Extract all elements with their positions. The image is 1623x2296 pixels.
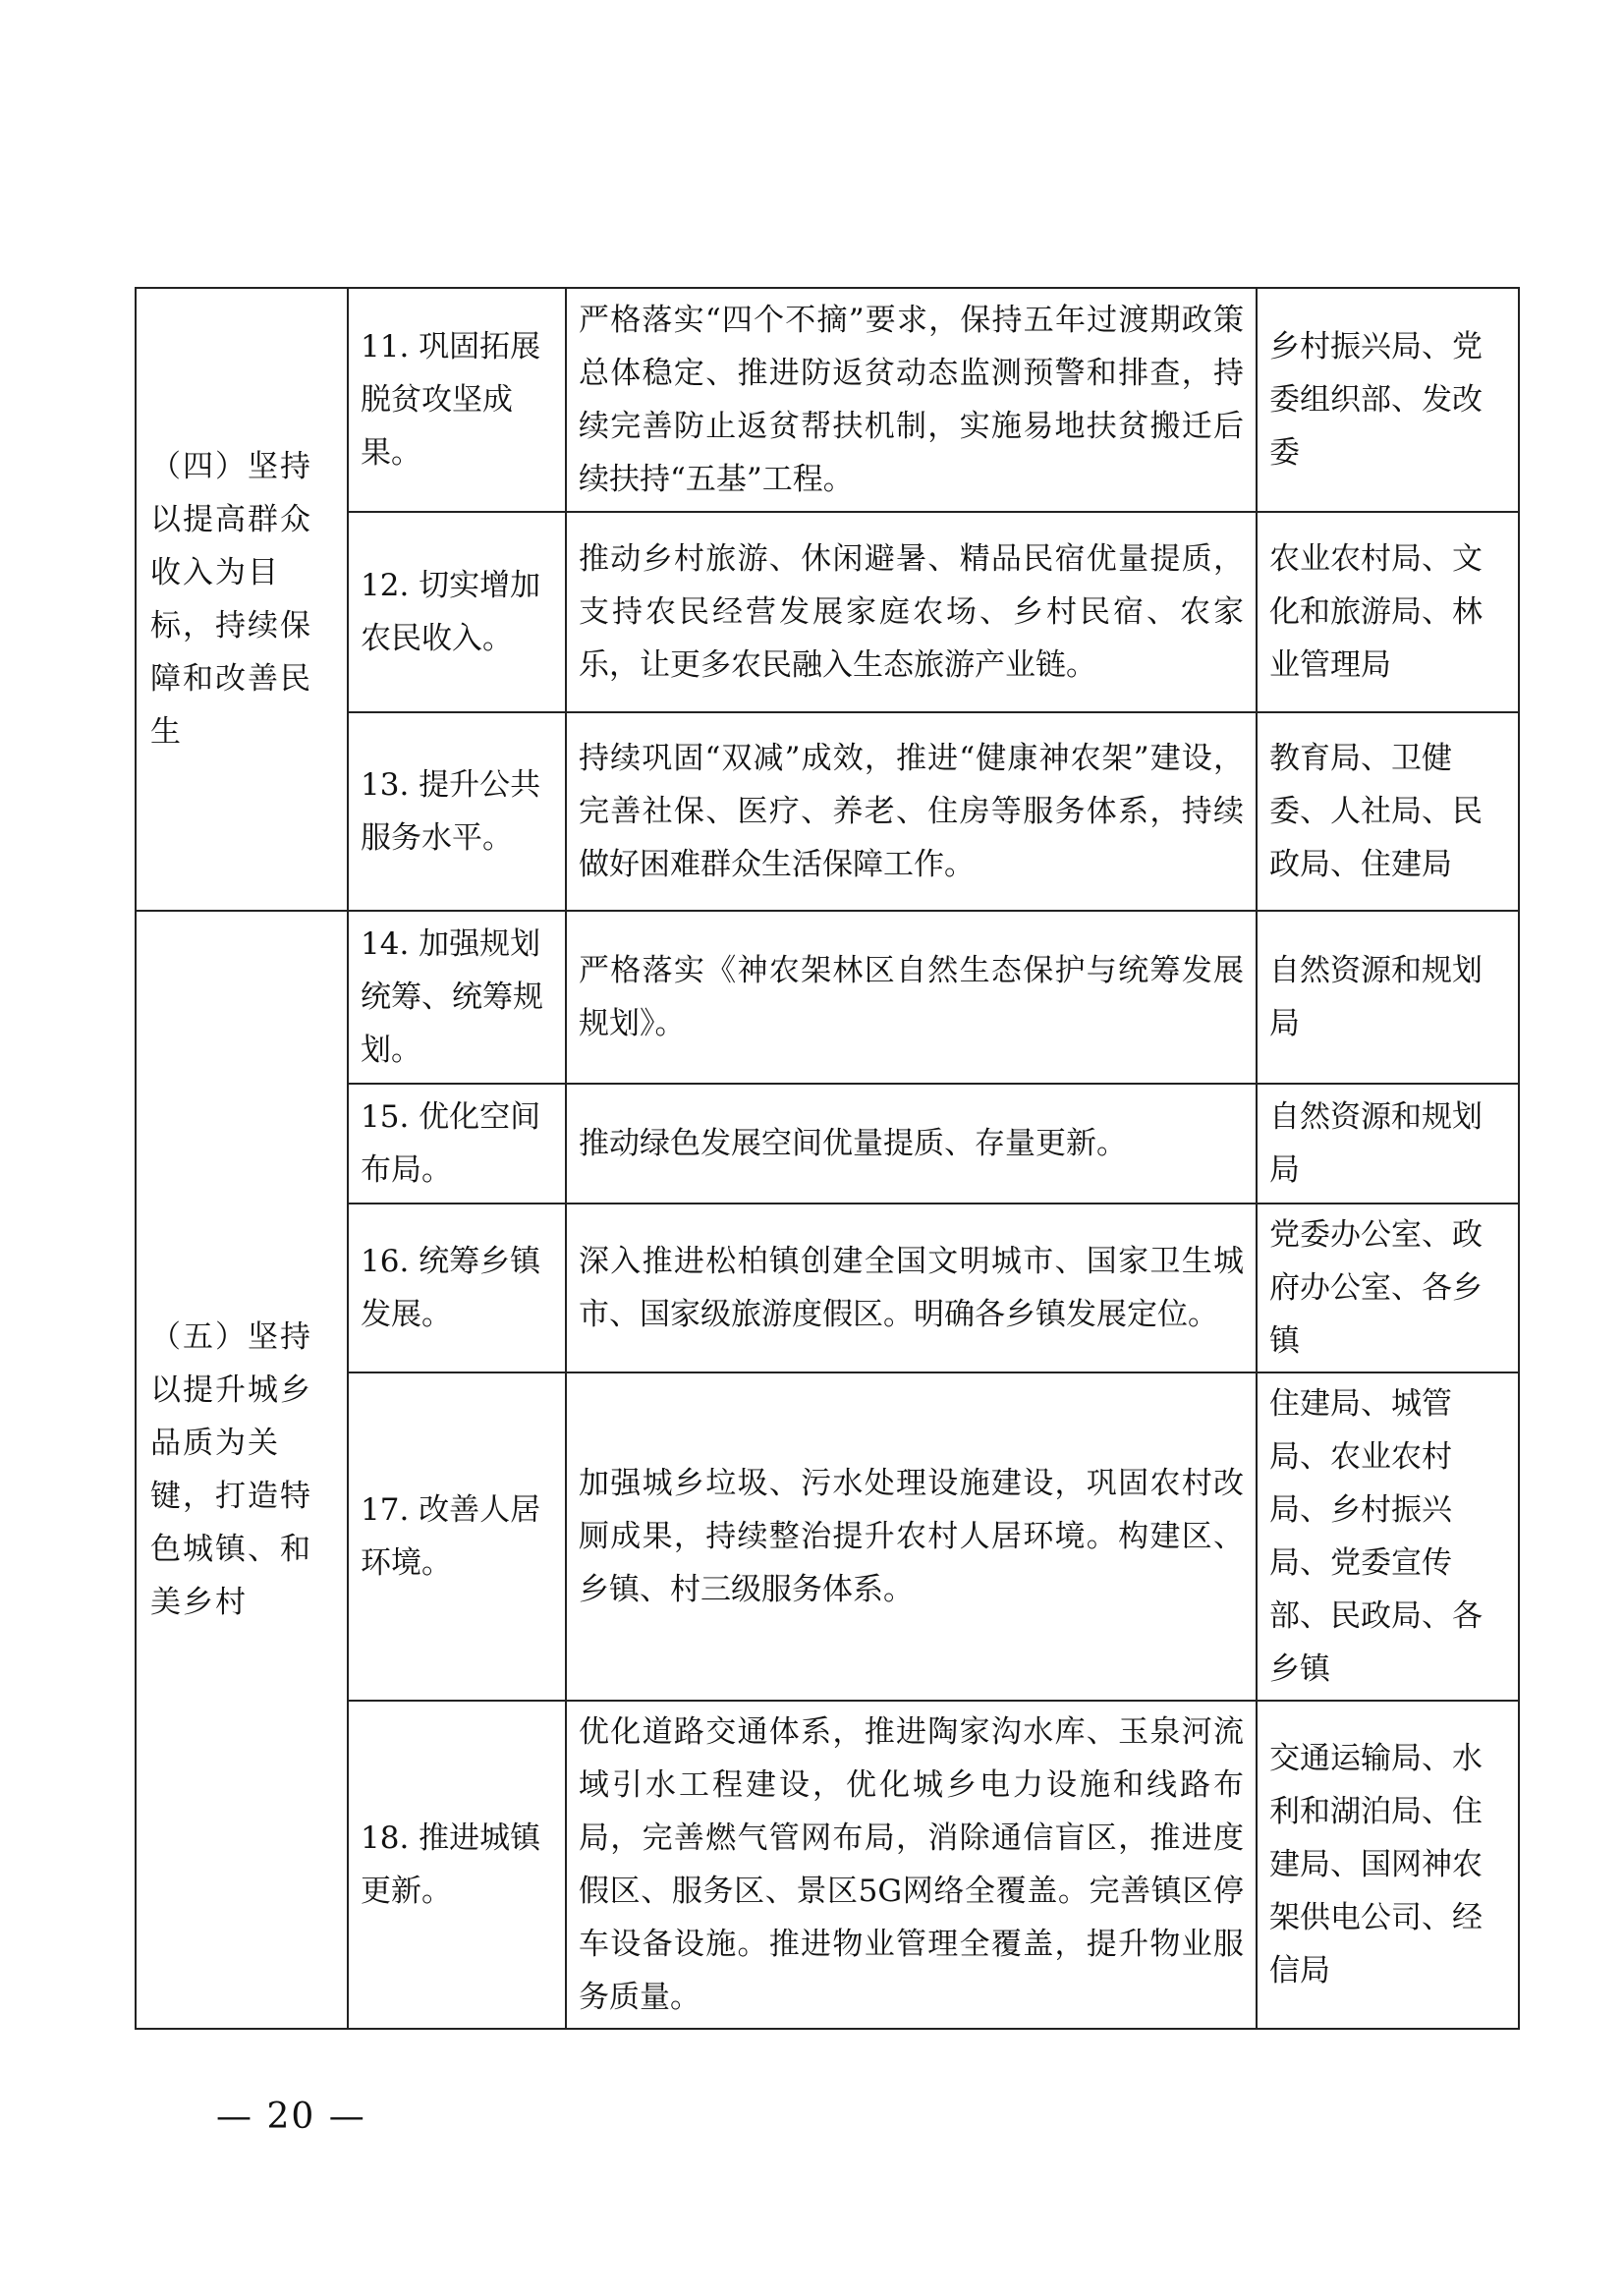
goal-cell: （五）坚持以提升城乡品质为关键，打造特色城镇、和美乡村 [136, 911, 348, 2029]
task-cell: 16. 统筹乡镇发展。 [348, 1204, 566, 1372]
department-cell: 住建局、城管局、农业农村局、乡村振兴局、党委宣传部、民政局、各乡镇 [1257, 1372, 1519, 1701]
task-cell: 15. 优化空间布局。 [348, 1084, 566, 1204]
measure-cell: 加强城乡垃圾、污水处理设施建设，巩固农村改厕成果，持续整治提升农村人居环境。构建区、乡镇、村三级服务体系。 [566, 1372, 1257, 1701]
department-cell: 自然资源和规划局 [1257, 911, 1519, 1084]
measure-cell: 严格落实《神农架林区自然生态保护与统筹发展规划》。 [566, 911, 1257, 1084]
task-cell: 11. 巩固拓展脱贫攻坚成果。 [348, 288, 566, 512]
measure-cell: 深入推进松柏镇创建全国文明城市、国家卫生城市、国家级旅游度假区。明确各乡镇发展定位。 [566, 1204, 1257, 1372]
measure-cell: 持续巩固“双减”成效，推进“健康神农架”建设，完善社保、医疗、养老、住房等服务体系，持续做好困难群众生活保障工作。 [566, 712, 1257, 911]
measure-cell: 推动乡村旅游、休闲避暑、精品民宿优量提质，支持农民经营发展家庭农场、乡村民宿、农家乐，让更多农民融入生态旅游产业链。 [566, 512, 1257, 712]
task-cell: 12. 切实增加农民收入。 [348, 512, 566, 712]
measure-cell: 优化道路交通体系，推进陶家沟水库、玉泉河流域引水工程建设，优化城乡电力设施和线路布局，完善燃气管网布局，消除通信盲区，推进度假区、服务区、景区5G网络全覆盖。完善镇区停车设备设施。推进物业管理全覆盖，提升物业服务质量。 [566, 1701, 1257, 2029]
department-cell: 交通运输局、水利和湖泊局、住建局、国网神农架供电公司、经信局 [1257, 1701, 1519, 2029]
goal-cell: （四）坚持以提高群众收入为目标，持续保障和改善民生 [136, 288, 348, 911]
table-row [136, 911, 1519, 1084]
task-cell: 18. 推进城镇更新。 [348, 1701, 566, 2029]
task-cell: 14. 加强规划统筹、统筹规划。 [348, 911, 566, 1084]
department-cell: 教育局、卫健委、人社局、民政局、住建局 [1257, 712, 1519, 911]
department-cell: 自然资源和规划局 [1257, 1084, 1519, 1204]
measure-cell: 推动绿色发展空间优量提质、存量更新。 [566, 1084, 1257, 1204]
task-table [135, 287, 1520, 2030]
task-cell: 13. 提升公共服务水平。 [348, 712, 566, 911]
task-cell: 17. 改善人居环境。 [348, 1372, 566, 1701]
measure-cell: 严格落实“四个不摘”要求，保持五年过渡期政策总体稳定、推进防返贫动态监测预警和排查，持续完善防止返贫帮扶机制，实施易地扶贫搬迁后续扶持“五基”工程。 [566, 288, 1257, 512]
department-cell: 农业农村局、文化和旅游局、林业管理局 [1257, 512, 1519, 712]
table-row [136, 288, 1519, 512]
department-cell: 乡村振兴局、党委组织部、发改委 [1257, 288, 1519, 512]
page-number: — 20 — [216, 2097, 366, 2137]
department-cell: 党委办公室、政府办公室、各乡镇 [1257, 1204, 1519, 1372]
